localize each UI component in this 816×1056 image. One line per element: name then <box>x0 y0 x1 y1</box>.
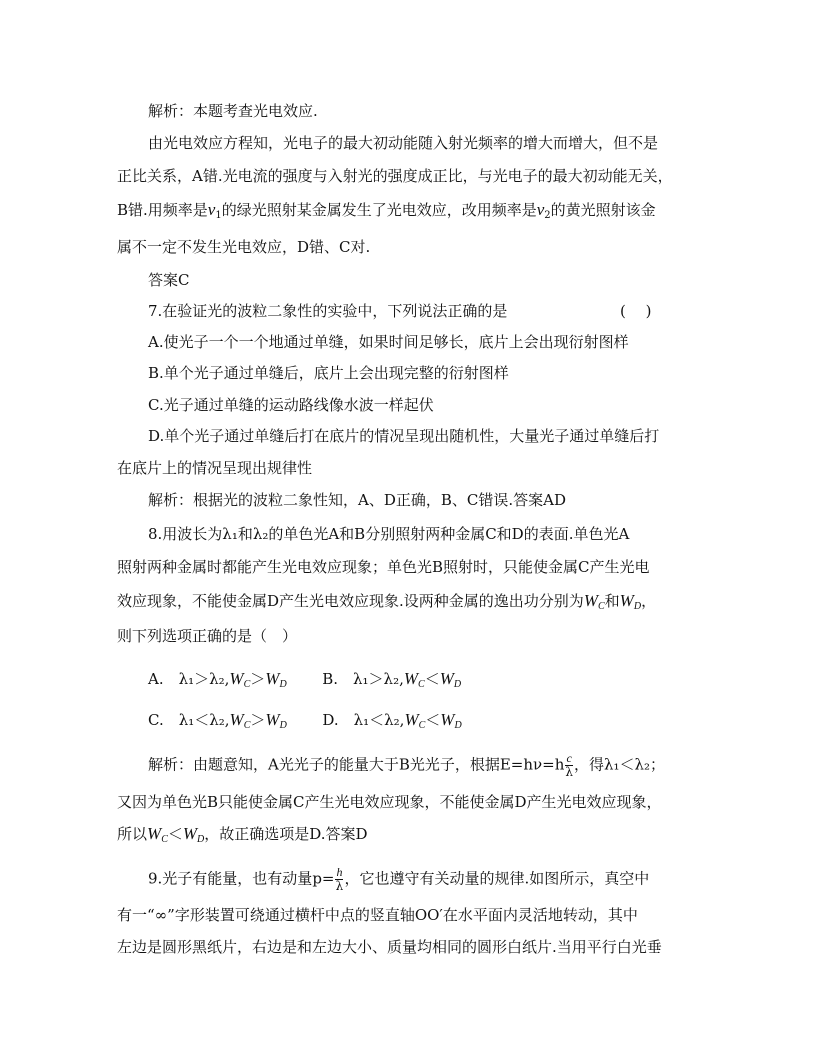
text: 解析：由题意知，A光光子的能量大于B光光子，根据E=hν=h <box>148 755 565 774</box>
relation: ＜ <box>425 711 441 729</box>
w-symbol: W <box>182 824 198 843</box>
nu-symbol: ν <box>207 200 216 219</box>
w-symbol: W <box>440 710 455 729</box>
question-8-options-row <box>148 669 461 689</box>
option-b: B. λ₁＞λ₂, <box>322 670 404 688</box>
w-symbol: W <box>265 669 280 688</box>
w-symbol: W <box>403 669 419 688</box>
w-symbol: W <box>265 710 280 729</box>
subscript: C <box>418 679 425 690</box>
subscript: 1 <box>215 210 222 221</box>
question-7-option-b: B.单个光子通过单缝后，底片上会出现完整的衍射图样 <box>148 364 509 382</box>
question-7-option-c: C.光子通过单缝的运动路线像水波一样起伏 <box>148 396 434 414</box>
text: 的绿光照射某金属发生了光电效应，改用频率是 <box>221 201 537 219</box>
answer-bracket: ( ) <box>620 302 652 320</box>
question-9-stem: 有一“∞”字形装置可绕通过横杆中点的竖直轴OO′在水平面内灵活地转动，其中 <box>117 906 638 924</box>
w-symbol: W <box>583 591 598 610</box>
w-symbol: W <box>619 591 634 610</box>
subscript: 2 <box>544 210 551 221</box>
comma: ， <box>641 592 657 610</box>
subscript: D <box>279 720 287 731</box>
numerator: c <box>566 751 572 765</box>
relation: ＜ <box>167 825 183 843</box>
w-symbol: W <box>229 669 244 688</box>
text: 的黄光照射该金 <box>550 201 656 219</box>
w-symbol: W <box>404 710 419 729</box>
question-9-stem <box>148 866 649 893</box>
denominator: λ <box>565 765 573 779</box>
text: 9.光子有能量，也有动量p= <box>148 869 335 888</box>
subscript: D <box>453 679 462 690</box>
text: ，它也遵守有关动量的规律.如图所示，真空中 <box>344 869 650 888</box>
numerator: h <box>336 865 343 879</box>
subscript: C <box>243 679 251 690</box>
text: B错.用频率是 <box>117 201 208 219</box>
option-c: C. λ₁＜λ₂, <box>148 711 230 729</box>
question-8-analysis <box>148 752 665 779</box>
text: 7.在验证光的波粒二象性的实验中，下列说法正确的是 <box>148 302 508 320</box>
option-a: A. λ₁＞λ₂, <box>148 670 230 688</box>
text: ，故正确选项是D.答案D <box>204 825 368 843</box>
question-8-stem: 8.用波长为λ₁和λ₂的单色光A和B分别照射两种金属C和D的表面.单色光A <box>148 525 630 543</box>
denominator: λ <box>335 879 344 893</box>
question-7-analysis: 解析：根据光的波粒二象性知，A、D正确，B、C错误.答案AD <box>148 491 566 509</box>
analysis-6-line: 由光电效应方程知，光电子的最大初动能随入射光频率的增大而增大，但不是 <box>148 134 659 152</box>
text: 效应现象，不能使金属D产生光电效应现象.设两种金属的逸出功分别为 <box>117 592 584 610</box>
analysis-6-line: 属不一定不发生光电效应，D错、C对. <box>117 238 371 256</box>
relation: ＞ <box>250 711 266 729</box>
fraction <box>565 752 573 779</box>
text: ，得λ₁＜λ₂； <box>574 755 666 774</box>
question-7-stem <box>148 301 652 321</box>
subscript: D <box>279 679 287 690</box>
w-symbol: W <box>229 710 244 729</box>
subscript: C <box>161 834 168 845</box>
fraction <box>335 866 343 893</box>
subscript: D <box>197 834 205 845</box>
question-7-option-d: 在底片上的情况呈现出规律性 <box>117 459 313 477</box>
text: 所以 <box>117 825 148 843</box>
option-d: D. λ₁＜λ₂, <box>322 711 405 729</box>
answer-6: 答案C <box>148 271 190 289</box>
question-8-stem: 照射两种金属时都能产生光电效应现象；单色光B照射时，只能使金属C产生光电 <box>117 558 650 576</box>
w-symbol: W <box>147 824 162 843</box>
subscript: C <box>597 601 605 612</box>
question-7-option-a: A.使光子一个一个地通过单缝，如果时间足够长，底片上会出现衍射图样 <box>148 333 629 351</box>
subscript: C <box>243 720 251 731</box>
nu-symbol: ν <box>536 200 545 219</box>
text: 和 <box>604 592 620 610</box>
question-8-options-row <box>148 710 462 730</box>
relation: ＞ <box>250 670 266 688</box>
question-9-stem: 左边是圆形黑纸片，右边是和左边大小、质量均相同的圆形白纸片.当用平行白光垂 <box>117 938 662 956</box>
analysis-6-line <box>117 200 656 220</box>
question-7-option-d: D.单个光子通过单缝后打在底片的情况呈现出随机性，大量光子通过单缝后打 <box>148 427 660 445</box>
analysis-6-title: 解析：本题考查光电效应. <box>148 102 318 120</box>
question-8-analysis <box>117 824 368 844</box>
question-8-analysis: 又因为单色光B只能使金属C产生光电效应现象，不能使金属D产生光电效应现象， <box>117 793 662 811</box>
question-8-stem: 则下列选项正确的是（ ） <box>117 627 298 645</box>
subscript: C <box>418 720 426 731</box>
analysis-6-line: 正比关系，A错.光电流的强度与入射光的强度成正比，与光电子的最大初动能无关， <box>117 167 673 185</box>
question-8-stem <box>117 591 656 611</box>
subscript: D <box>454 720 462 731</box>
subscript: D <box>633 601 642 612</box>
w-symbol: W <box>439 669 454 688</box>
relation: ＜ <box>424 670 440 688</box>
